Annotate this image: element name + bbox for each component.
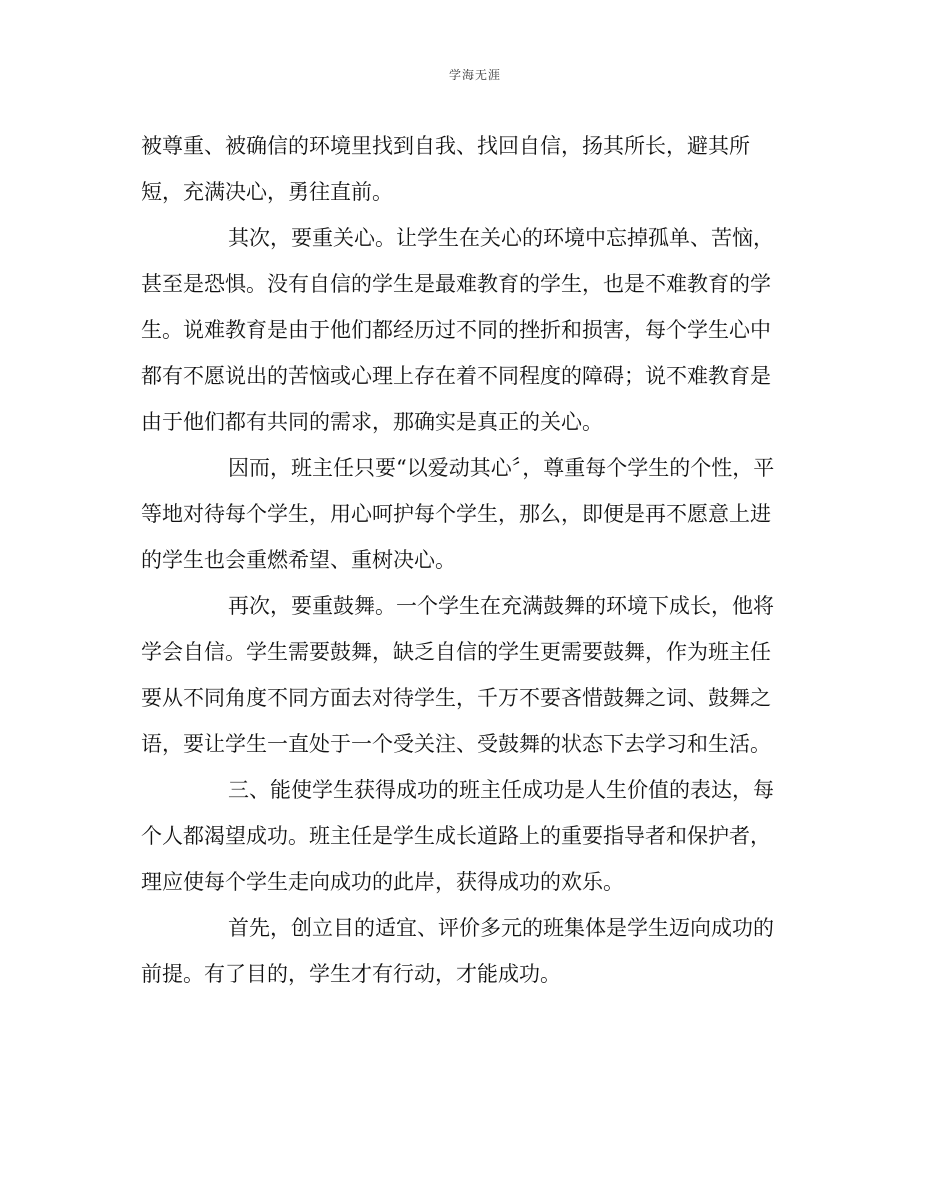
text-line: 被尊重、被确信的环境里找到自我、找回自信，扬其所长，避其所	[141, 134, 750, 158]
paragraph	[141, 583, 806, 767]
text-line: 因而，班主任只要“以爱动其心〞，尊重每个学生的个性，平	[228, 456, 775, 480]
text-line: 学会自信。学生需要鼓舞，缺乏自信的学生更需要鼓舞，作为班主任	[141, 640, 771, 664]
paragraph	[141, 123, 806, 215]
text-line: 首先，创立目的适宜、评价多元的班集体是学生迈向成功的	[228, 916, 774, 940]
text-line: 短，充满决心，勇往直前。	[141, 180, 393, 204]
text-line: 都有不愿说出的苦恼或心理上存在着不同程度的障碍；说不难教育是	[141, 364, 771, 388]
text-line: 由于他们都有共同的需求，那确实是真正的关心。	[141, 410, 603, 434]
paragraph	[141, 767, 806, 905]
text-line: 生。说难教育是由于他们都经历过不同的挫折和损害，每个学生心中	[141, 318, 771, 342]
text-line: 三、能使学生获得成功的班主任成功是人生价值的表达，每	[228, 778, 774, 802]
page-header: 学海无涯	[448, 68, 501, 82]
paragraph	[141, 215, 806, 445]
text-line: 等地对待每个学生，用心呵护每个学生，那么，即便是再不愿意上进	[141, 502, 771, 526]
text-line: 再次，要重鼓舞。一个学生在充满鼓舞的环境下成长，他将	[228, 594, 774, 618]
text-line: 个人都渴望成功。班主任是学生成长道路上的重要指导者和保护者，	[141, 824, 771, 848]
text-line: 理应使每个学生走向成功的此岸，获得成功的欢乐。	[141, 870, 624, 894]
text-line: 甚至是恐惧。没有自信的学生是最难教育的学生，也是不难教育的学	[141, 272, 771, 296]
document-body	[141, 123, 806, 997]
text-line: 的学生也会重燃希望、重树决心。	[141, 548, 456, 572]
text-line: 要从不同角度不同方面去对待学生，千万不要吝惜鼓舞之词、鼓舞之	[141, 686, 771, 710]
paragraph	[141, 445, 806, 583]
text-line: 前提。有了目的，学生才有行动，才能成功。	[141, 962, 561, 986]
paragraph	[141, 905, 806, 997]
text-line: 其次，要重关心。让学生在关心的环境中忘掉孤单、苦恼，	[228, 226, 774, 250]
text-line: 语，要让学生一直处于一个受关注、受鼓舞的状态下去学习和生活。	[141, 732, 771, 756]
